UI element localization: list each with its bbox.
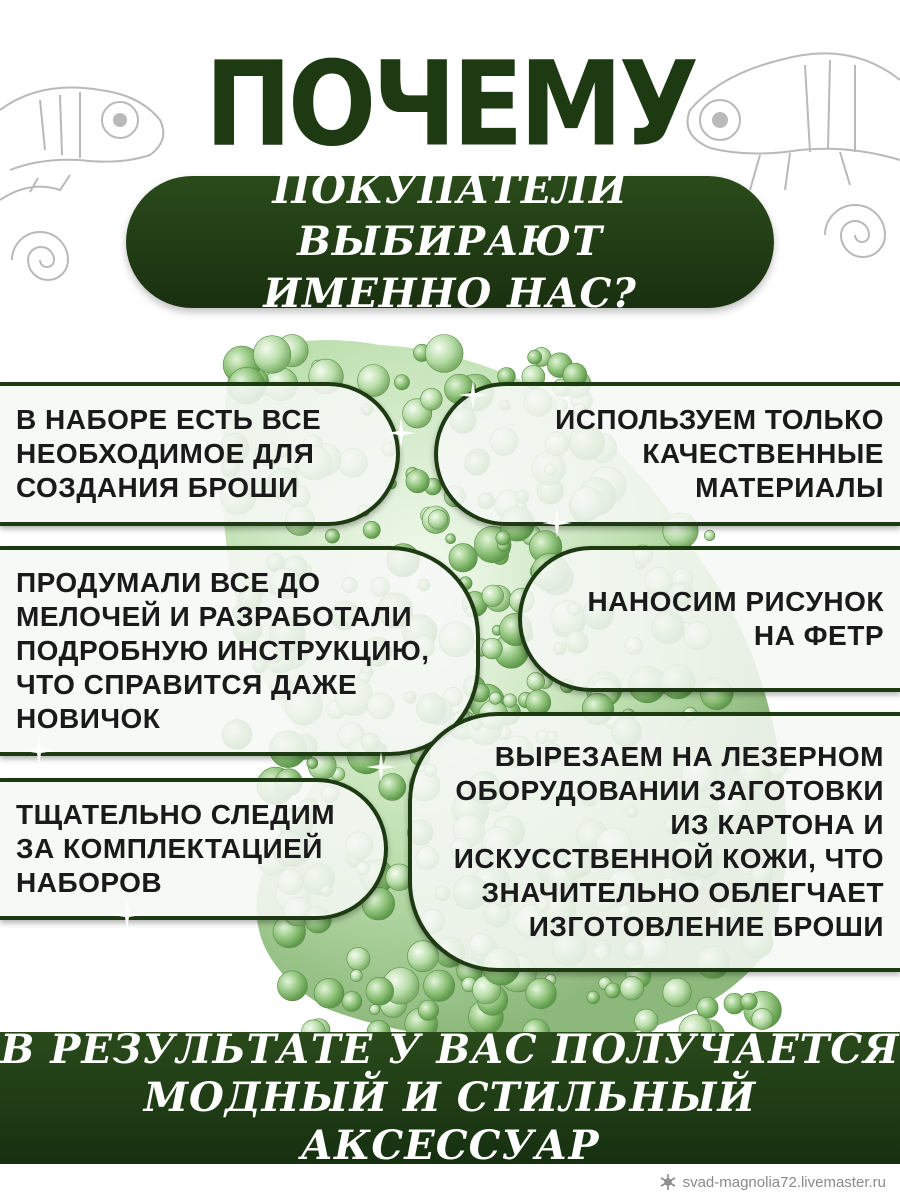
bottom-banner <box>0 1026 900 1169</box>
sparkle-icon <box>24 736 54 766</box>
bead <box>325 529 339 543</box>
bead <box>446 534 456 544</box>
feature-text: НАНОСИМ РИСУНОК НА ФЕТР <box>587 586 884 651</box>
bead <box>605 983 620 998</box>
bead <box>741 993 758 1010</box>
bead <box>421 388 443 410</box>
bead <box>347 947 370 970</box>
bead <box>307 758 318 769</box>
bead <box>428 510 448 530</box>
bottom-banner-text: В РЕЗУЛЬТАТЕ У ВАС ПОЛУЧАЕТСЯ МОДНЫЙ И СТИЛЬНЫЙ АКСЕССУАР <box>0 1026 900 1169</box>
bead <box>418 1000 438 1020</box>
bead <box>342 991 362 1011</box>
bead <box>253 336 291 374</box>
feature-text: ПРОДУМАЛИ ВСЕ ДО МЕЛОЧЕЙ И РАЗРАБОТАЛИ ПОДРОБНУЮ ИНСТРУКЦИЮ, ЧТО СПРАВИТСЯ ДАЖЕ НОВИЧОК <box>16 567 430 734</box>
snowflake-icon <box>659 1173 677 1191</box>
page-title: ПОЧЕМУ <box>204 35 696 173</box>
feature-card-laser-cutting <box>408 712 900 972</box>
subtitle-banner <box>126 166 774 317</box>
sparkle-icon <box>366 752 396 782</box>
feature-text: ИСПОЛЬЗУЕМ ТОЛЬКО КАЧЕСТВЕННЫЕ МАТЕРИАЛЫ <box>555 404 884 503</box>
feature-card-quality-materials <box>434 382 900 526</box>
feature-text: В НАБОРЕ ЕСТЬ ВСЕ НЕОБХОДИМОЕ ДЛЯ СОЗДАНИЯ БРОШИ <box>16 404 322 503</box>
feature-card-felt-pattern <box>518 546 900 692</box>
bead <box>277 971 307 1001</box>
sparkle-icon <box>386 418 416 448</box>
feature-card-instructions <box>0 546 480 756</box>
bead <box>366 977 394 1005</box>
bead <box>587 991 600 1004</box>
bead <box>496 531 510 545</box>
bead <box>370 1004 380 1014</box>
bead <box>704 530 715 541</box>
bead <box>406 470 429 493</box>
footer-watermark <box>659 1171 886 1193</box>
bead <box>424 970 455 1001</box>
bead <box>489 692 501 704</box>
subtitle-text: ПОКУПАТЕЛИ ВЫБИРАЮТ ИМЕННО НАС? <box>263 166 637 317</box>
bead <box>482 585 504 607</box>
feature-text: ТЩАТЕЛЬНО СЛЕДИМ ЗА КОМПЛЕКТАЦИЕЙ НАБОРОВ <box>16 799 336 898</box>
feature-text: ВЫРЕЗАЕМ НА ЛЕЗЕРНОМ ОБОРУДОВАНИИ ЗАГОТОВКИ ИЗ КАРТОНА И ИСКУССТВЕННОЙ КОЖИ, ЧТО ЗНАЧИТЕЛЬНО ОБЛЕГЧАЕТ ИЗГОТОВЛЕНИЕ БРОШИ <box>453 741 884 942</box>
feature-card-complete-kit <box>0 382 400 526</box>
bead <box>526 978 557 1009</box>
bead <box>314 978 344 1008</box>
sparkle-icon <box>112 900 142 930</box>
bead <box>350 970 362 982</box>
bead <box>527 673 545 691</box>
footer-site: svad-magnolia72.livemaster.ru <box>682 1173 886 1191</box>
feature-card-completeness <box>0 778 388 920</box>
bead <box>394 375 409 390</box>
sparkle-icon <box>542 508 572 538</box>
sparkle-icon <box>458 380 488 410</box>
bead <box>449 544 477 572</box>
bead <box>363 521 380 538</box>
bead <box>482 638 503 659</box>
bead <box>528 350 542 364</box>
bead <box>425 335 463 373</box>
bead <box>620 976 644 1000</box>
bead <box>503 694 517 708</box>
bead <box>663 978 692 1007</box>
